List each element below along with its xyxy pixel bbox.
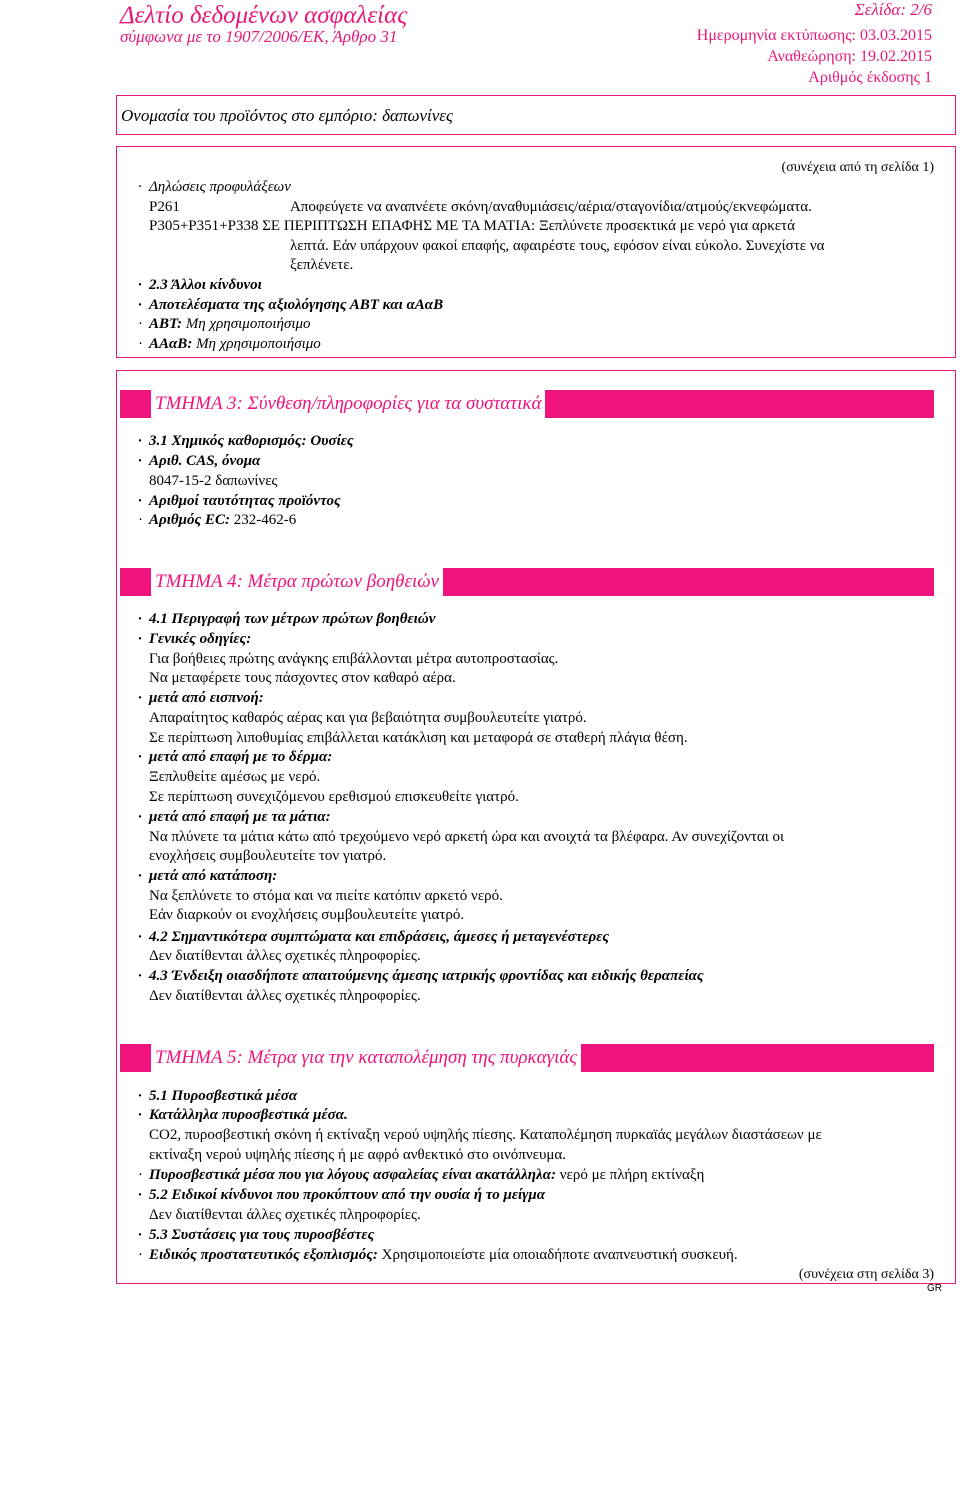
- pbt-row: [149, 315, 311, 334]
- document-subtitle: σύμφωνα με το 1907/2006/ΕΚ, Άρθρο 31: [120, 27, 398, 46]
- country-code: GR: [927, 1283, 942, 1294]
- section-5-3-heading: · 5.3 Συστάσεις για τους πυροσβέστες: [149, 1226, 374, 1245]
- vpvb-row: [149, 335, 321, 354]
- suitable-media-text-1: CO2, πυροσβεστική σκόνη ή εκτίναξη νερού υψηλής πίεσης. Καταπολέμηση πυρκαϊάς μεγάλων διαστάσεων με: [149, 1127, 822, 1143]
- ec-label: Αριθμός ΕC:: [149, 512, 230, 528]
- section-5-2-text: Δεν διατίθενται άλλες σχετικές πληροφορίες.: [149, 1207, 421, 1223]
- product-name-box: [116, 95, 956, 135]
- p305-line-2: λεπτά. Εάν υπάρχουν φακοί επαφής, αφαιρέστε τους, εφόσον είναι εύκολο. Συνεχίστε να: [290, 238, 825, 254]
- section-5-bar: [120, 1044, 934, 1072]
- ids-heading: · Αριθμοί ταυτότητας προϊόντος: [149, 492, 341, 511]
- cas-heading: · Αριθ. CAS, όνομα: [149, 452, 260, 471]
- continued-from: (συνέχεια από τη σελίδα 1): [781, 160, 934, 175]
- section-2-3-heading: · 2.3 Άλλοι κίνδυνοι: [149, 276, 262, 295]
- suitable-media-heading: · Κατάλληλα πυροσβεστικά μέσα.: [149, 1106, 348, 1125]
- section-4-2-text: Δεν διατίθενται άλλες σχετικές πληροφορίες.: [149, 948, 421, 964]
- ppe-value: Χρησιμοποιείστε μία οποιαδήποτε αναπνευστική συσκευή.: [381, 1247, 738, 1263]
- ingestion-text-2: Εάν διαρκούν οι ενοχλήσεις συμβουλευτείτε γιατρό.: [149, 907, 465, 923]
- general-heading: · Γενικές οδηγίες:: [149, 630, 251, 649]
- page-number: Σελίδα: 2/6: [854, 0, 932, 19]
- p261-code: P261: [149, 199, 180, 215]
- ppe-row: [149, 1246, 738, 1265]
- ppe-label: Ειδικός προστατευτικός εξοπλισμός:: [149, 1247, 378, 1263]
- p305-line-3: ξεπλένετε.: [290, 257, 354, 273]
- section-5-title: ΤΜΗΜΑ 5: Μέτρα για την καταπολέμηση της πυρκαγιάς: [151, 1043, 581, 1073]
- document-title: Δελτίο δεδομένων ασφαλείας: [120, 2, 408, 29]
- inhalation-text-1: Απαραίτητος καθαρός αέρας και για βεβαιότητα συμβουλευτείτε γιατρό.: [149, 710, 587, 726]
- section-3-bar: [120, 390, 934, 418]
- ingestion-text-1: Να ξεπλύνετε το στόμα και να πιείτε κατόπιν αρκετό νερό.: [149, 888, 503, 904]
- cas-value: 8047-15-2 δαπωνίνες: [149, 473, 278, 489]
- skin-text-2: Σε περίπτωση συνεχιζόμενου ερεθισμού επισκευθείτε γιατρό.: [149, 789, 519, 805]
- unsuitable-media-value: νερό με πλήρη εκτίναξη: [559, 1167, 705, 1183]
- eye-text-2: ενοχλήσεις συμβουλευτείτε τον γιατρό.: [149, 848, 387, 864]
- p261-text: Αποφεύγετε να αναπνέετε σκόνη/αναθυμιάσεις/αέρια/σταγονίδια/ατμούς/εκνεφώματα.: [290, 199, 812, 215]
- version-number: Αριθμός έκδοσης 1: [808, 69, 932, 86]
- revision-date: Αναθεώρηση: 19.02.2015: [767, 48, 932, 65]
- skin-heading: · μετά από επαφή με το δέρμα:: [149, 748, 332, 767]
- pbt-heading: · Αποτελέσματα της αξιολόγησης ΑΒΤ και αΑαΒ: [149, 296, 443, 315]
- general-text-1: Για βοήθειες πρώτης ανάγκης επιβάλλονται μέτρα αυτοπροστασίας.: [149, 651, 559, 667]
- print-date: Ημερομηνία εκτύπωσης: 03.03.2015: [696, 27, 932, 44]
- product-name: Ονομασία του προϊόντος στο εμπόριο: δαπωνίνες: [121, 106, 453, 125]
- continued-to: (συνέχεια στη σελίδα 3): [798, 1267, 934, 1282]
- pbt-label: ΑΒΤ:: [149, 316, 183, 332]
- section-4-bar: [120, 568, 934, 596]
- section-4-title: ΤΜΗΜΑ 4: Μέτρα πρώτων βοηθειών: [151, 567, 443, 597]
- ec-value: 232-462-6: [233, 512, 297, 528]
- section-5-2-heading: · 5.2 Ειδικοί κίνδυνοι που προκύπτουν από την ουσία ή το μείγμα: [149, 1186, 545, 1205]
- inhalation-text-2: Σε περίπτωση λιποθυμίας επιβάλλεται κατάκλιση και μεταφορά σε σταθερή πλάγια θέση.: [149, 730, 688, 746]
- precautionary-heading: · Δηλώσεις προφυλάξεων: [149, 178, 291, 197]
- vpvb-value: Μη χρησιμοποιήσιμο: [196, 336, 321, 352]
- section-4-1-heading: · 4.1 Περιγραφή των μέτρων πρώτων βοηθειών: [149, 610, 435, 629]
- vpvb-label: ΑΑαΒ:: [149, 336, 193, 352]
- eye-text-1: Να πλύνετε τα μάτια κάτω από τρεχούμενο νερό αρκετή ώρα και ανοιχτά τα βλέφαρα. Αν συνεχίζονται οι: [149, 829, 785, 845]
- suitable-media-text-2: εκτίναξη νερού υψηλής πίεσης ή με αφρό ανθεκτικό στο οινόπνευμα.: [149, 1147, 567, 1163]
- p305-line-1: P305+P351+P338 ΣΕ ΠΕΡΙΠΤΩΣΗ ΕΠΑΦΗΣ ΜΕ ΤΑ ΜΑΤΙΑ: Ξεπλύνετε προσεκτικά με νερό για αρκετά: [149, 218, 795, 234]
- unsuitable-media-label: Πυροσβεστικά μέσα που για λόγους ασφαλείας είναι ακατάλληλα:: [149, 1167, 556, 1183]
- inhalation-heading: · μετά από εισπνοή:: [149, 689, 264, 708]
- section-3-1-heading: · 3.1 Χημικός καθορισμός: Ουσίες: [149, 432, 354, 451]
- section-4-3-heading: · 4.3 Ένδειξη οιασδήποτε απαιτούμενης άμεσης ιατρικής φροντίδας και ειδικής θεραπείας: [149, 967, 704, 986]
- section-5-1-heading: · 5.1 Πυροσβεστικά μέσα: [149, 1087, 297, 1106]
- ec-row: [149, 511, 296, 530]
- pbt-value: Μη χρησιμοποιήσιμο: [185, 316, 311, 332]
- section-3-title: ΤΜΗΜΑ 3: Σύνθεση/πληροφορίες για τα συστατικά: [151, 389, 545, 419]
- section-4-3-text: Δεν διατίθενται άλλες σχετικές πληροφορίες.: [149, 988, 421, 1004]
- eye-heading: · μετά από επαφή με τα μάτια:: [149, 808, 331, 827]
- ingestion-heading: · μετά από κατάποση:: [149, 867, 277, 886]
- general-text-2: Να μεταφέρετε τους πάσχοντες στον καθαρό αέρα.: [149, 670, 456, 686]
- section-4-2-heading: · 4.2 Σημαντικότερα συμπτώματα και επιδράσεις, άμεσες ή μεταγενέστερες: [149, 928, 609, 947]
- unsuitable-media-row: [149, 1166, 704, 1185]
- skin-text-1: Ξεπλυθείτε αμέσως με νερό.: [149, 769, 321, 785]
